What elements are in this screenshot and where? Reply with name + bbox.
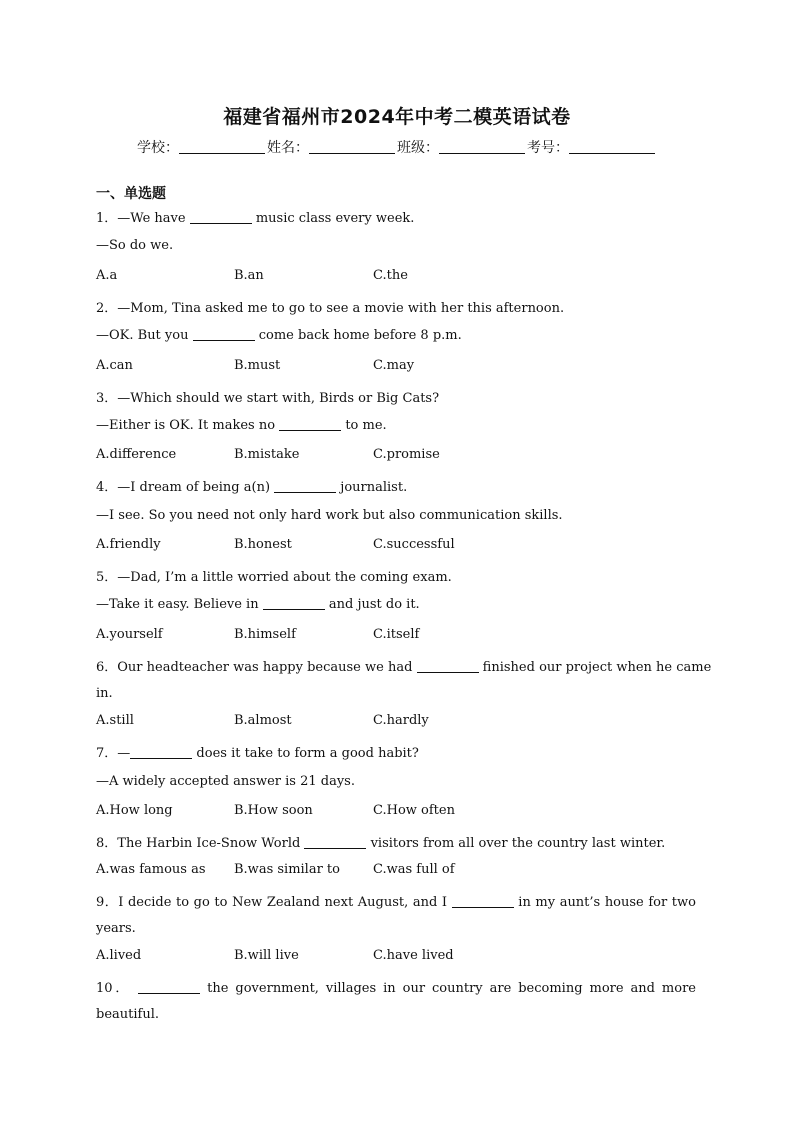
option-a[interactable]: A.How long	[96, 803, 173, 818]
option-b[interactable]: B.was similar to	[234, 862, 340, 877]
option-c[interactable]: C.the	[373, 268, 408, 283]
question-7	[96, 742, 419, 761]
student-info-line	[0, 137, 794, 157]
option-a[interactable]: A.lived	[96, 948, 142, 963]
answer-blank	[263, 597, 325, 610]
answer-blank	[190, 211, 252, 224]
option-b[interactable]: B.almost	[234, 713, 292, 728]
answer-blank	[279, 418, 341, 431]
question-9	[96, 891, 696, 910]
question-text: 4．—I dream of being a(n)	[96, 480, 271, 495]
question-6	[96, 656, 712, 675]
name-blank[interactable]	[309, 139, 395, 154]
question-5: 5．—Dad, I’m a little worried about the coming exam.	[96, 570, 452, 585]
question-1	[96, 207, 414, 226]
question-9-cont: years.	[96, 921, 136, 936]
question-6-cont: in.	[96, 686, 113, 701]
question-2-reply	[96, 328, 462, 343]
class-blank[interactable]	[439, 139, 525, 154]
class-label: 班级：	[397, 140, 439, 156]
answer-blank	[138, 981, 200, 994]
option-a[interactable]: A.a	[96, 268, 118, 283]
school-blank[interactable]	[179, 139, 265, 154]
question-text: 10．	[96, 981, 132, 996]
option-a[interactable]: A.difference	[96, 447, 177, 462]
option-c[interactable]: C.itself	[373, 627, 420, 642]
question-4-reply: —I see. So you need not only hard work but also communication skills.	[96, 508, 563, 523]
option-c[interactable]: C.was full of	[373, 862, 455, 877]
question-text: —OK. But you	[96, 328, 189, 343]
question-2: 2．—Mom, Tina asked me to go to see a movie with her this afternoon.	[96, 301, 565, 316]
question-5-reply	[96, 597, 420, 612]
question-text: —Take it easy. Believe in	[96, 597, 259, 612]
question-text: —Either is OK. It makes no	[96, 418, 276, 433]
question-text: does it take to form a good habit?	[196, 746, 419, 761]
school-label: 学校：	[137, 140, 179, 156]
option-b[interactable]: B.mistake	[234, 447, 300, 462]
question-text: finished our project when he came	[482, 660, 712, 675]
option-a[interactable]: A.friendly	[96, 537, 161, 552]
question-3: 3．—Which should we start with, Birds or Big Cats?	[96, 391, 440, 406]
question-text: to me.	[345, 418, 387, 433]
answer-blank	[304, 836, 366, 849]
option-b[interactable]: B.will live	[234, 948, 299, 963]
option-b[interactable]: B.honest	[234, 537, 292, 552]
option-c[interactable]: C.promise	[373, 447, 440, 462]
option-a[interactable]: A.was famous as	[96, 862, 206, 877]
option-b[interactable]: B.himself	[234, 627, 296, 642]
question-text: music class every week.	[255, 211, 415, 226]
question-text: visitors from all over the country last winter.	[370, 836, 666, 851]
option-a[interactable]: A.yourself	[96, 627, 163, 642]
option-b[interactable]: B.How soon	[234, 803, 313, 818]
question-10	[96, 977, 696, 996]
option-a[interactable]: A.still	[96, 713, 134, 728]
question-text: in my aunt’s house for two	[518, 895, 696, 910]
question-text: 9．I decide to go to New Zealand next August, and I	[96, 895, 448, 910]
question-text: and just do it.	[328, 597, 420, 612]
question-7-reply: —A widely accepted answer is 21 days.	[96, 774, 355, 789]
name-label: 姓名：	[267, 140, 309, 156]
answer-blank	[452, 895, 514, 908]
question-text: the government, villages in our country are becoming more and more	[207, 981, 696, 996]
answer-blank	[274, 480, 336, 493]
option-c[interactable]: C.hardly	[373, 713, 429, 728]
question-8	[96, 832, 665, 851]
answer-blank	[193, 328, 255, 341]
question-text: 8．The Harbin Ice-Snow World	[96, 836, 301, 851]
number-blank[interactable]	[569, 139, 655, 154]
question-4	[96, 476, 407, 495]
option-b[interactable]: B.must	[234, 358, 281, 373]
question-1-reply: —So do we.	[96, 238, 174, 253]
question-text: 1．—We have	[96, 211, 186, 226]
option-c[interactable]: C.have lived	[373, 948, 454, 963]
question-3-reply	[96, 418, 387, 433]
option-a[interactable]: A.can	[96, 358, 133, 373]
question-text: come back home before 8 p.m.	[258, 328, 462, 343]
option-b[interactable]: B.an	[234, 268, 264, 283]
option-c[interactable]: C.How often	[373, 803, 455, 818]
answer-blank	[130, 746, 192, 759]
question-text: journalist.	[340, 480, 408, 495]
question-text: 6．Our headteacher was happy because we had	[96, 660, 413, 675]
number-label: 考号：	[527, 140, 569, 156]
page-title: 福建省福州市2024年中考二模英语试卷	[223, 106, 571, 128]
section-heading: 一、单选题	[96, 186, 166, 202]
option-c[interactable]: C.may	[373, 358, 415, 373]
answer-blank	[417, 660, 479, 673]
option-c[interactable]: C.successful	[373, 537, 455, 552]
question-10-cont: beautiful.	[96, 1007, 159, 1022]
question-text: 7．—	[96, 746, 131, 761]
